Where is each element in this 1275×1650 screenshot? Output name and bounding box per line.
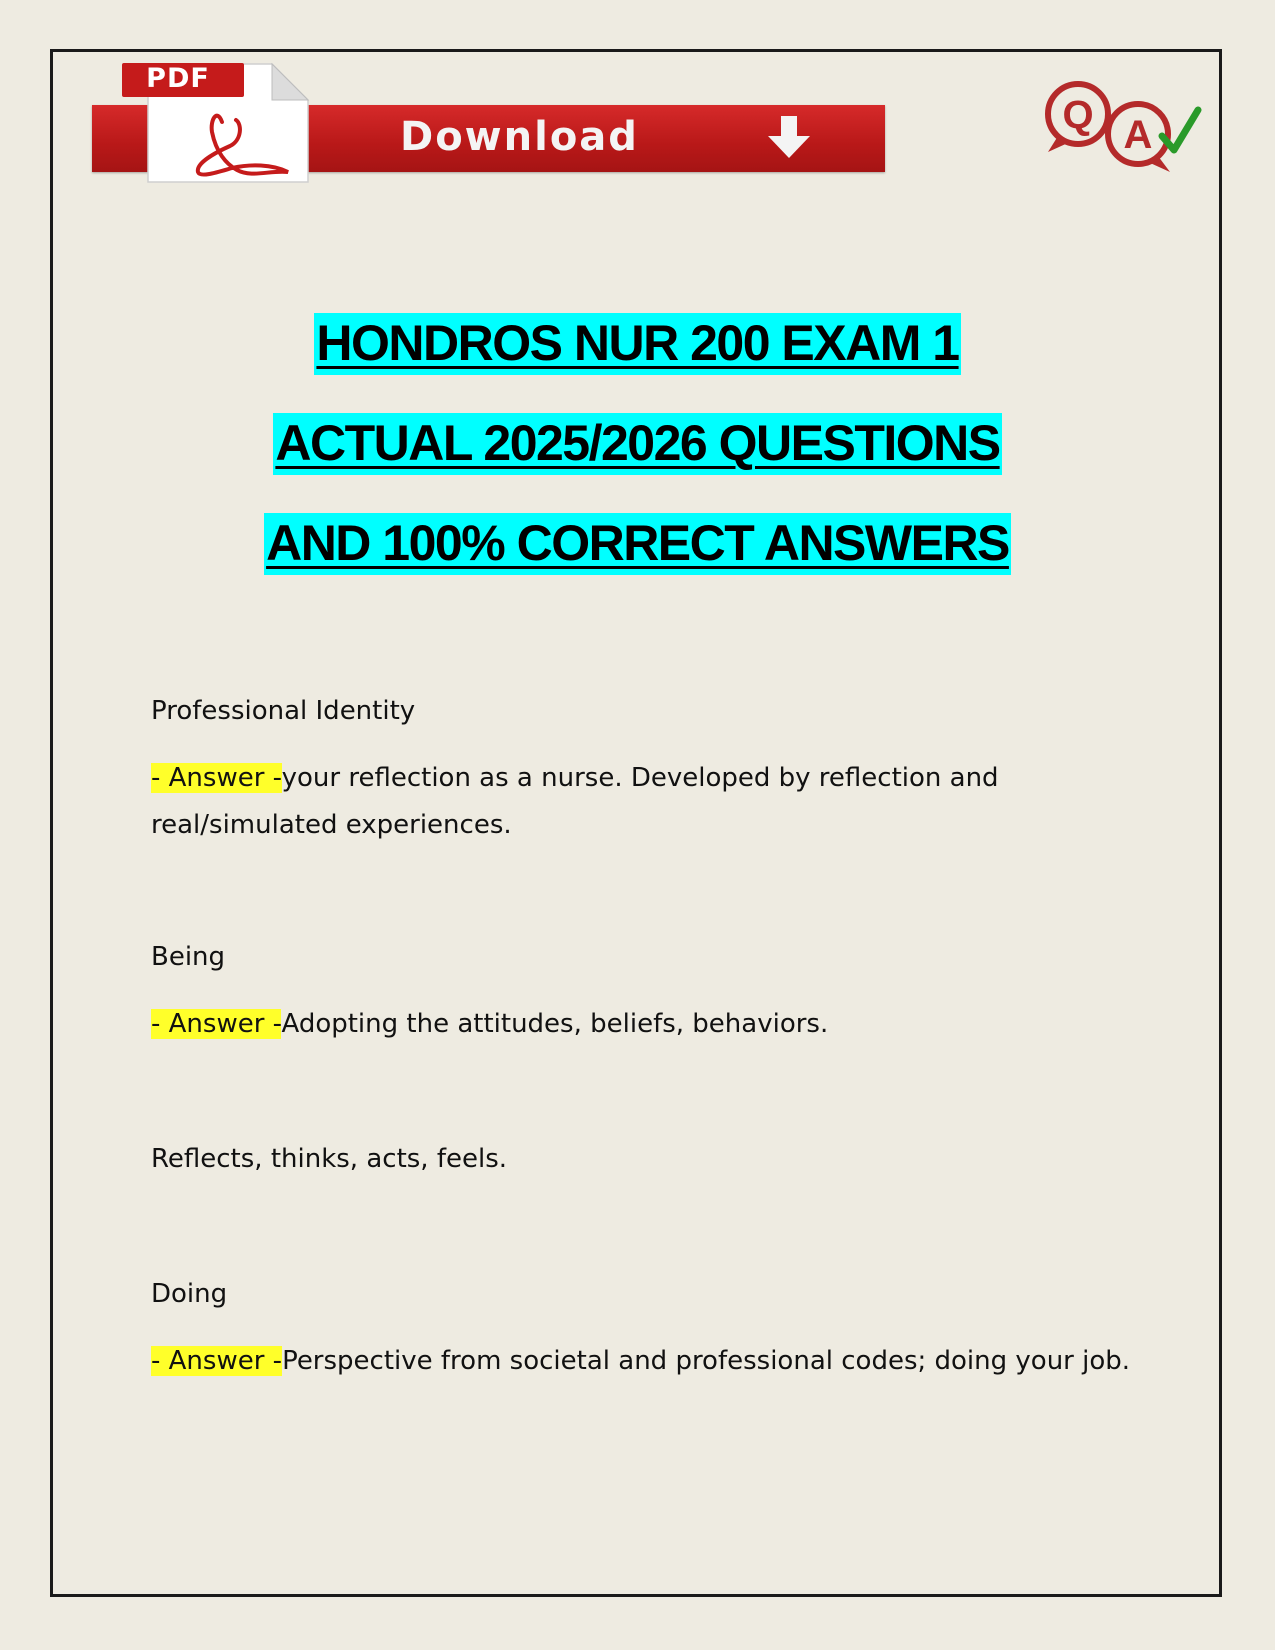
statement-text: Reflects, thinks, acts, feels. xyxy=(151,1144,508,1174)
question-term: Doing xyxy=(151,1279,228,1309)
answer-tag: - Answer - xyxy=(151,1346,283,1376)
answer-text xyxy=(151,755,1131,849)
title-line-3: AND 100% CORRECT ANSWERS xyxy=(0,505,1275,605)
document-title xyxy=(0,305,1275,605)
answer-tag: - Answer - xyxy=(151,1009,282,1039)
qa-a-letter: A xyxy=(1123,113,1153,157)
answer-tag: - Answer - xyxy=(151,763,282,793)
download-arrow-icon xyxy=(764,114,814,162)
qa-q-letter: Q xyxy=(1062,93,1094,137)
qa-content xyxy=(151,688,1131,1385)
answer-body: Adopting the attitudes, beliefs, behaviors. xyxy=(281,1009,829,1039)
pdf-label: PDF xyxy=(146,63,210,94)
qa-logo xyxy=(1040,80,1210,180)
title-line-2: ACTUAL 2025/2026 QUESTIONS xyxy=(0,405,1275,505)
question-term: Being xyxy=(151,942,226,972)
download-label[interactable]: Download xyxy=(400,114,639,160)
question-term: Professional Identity xyxy=(151,696,416,726)
answer-body: your reflection as a nurse. Developed by reflection and real/simulated experiences. xyxy=(151,763,999,840)
title-line-1: HONDROS NUR 200 EXAM 1 xyxy=(0,305,1275,405)
answer-text xyxy=(151,1001,1131,1048)
answer-text xyxy=(151,1338,1131,1385)
answer-body: Perspective from societal and professional codes; doing your job. xyxy=(282,1346,1131,1376)
